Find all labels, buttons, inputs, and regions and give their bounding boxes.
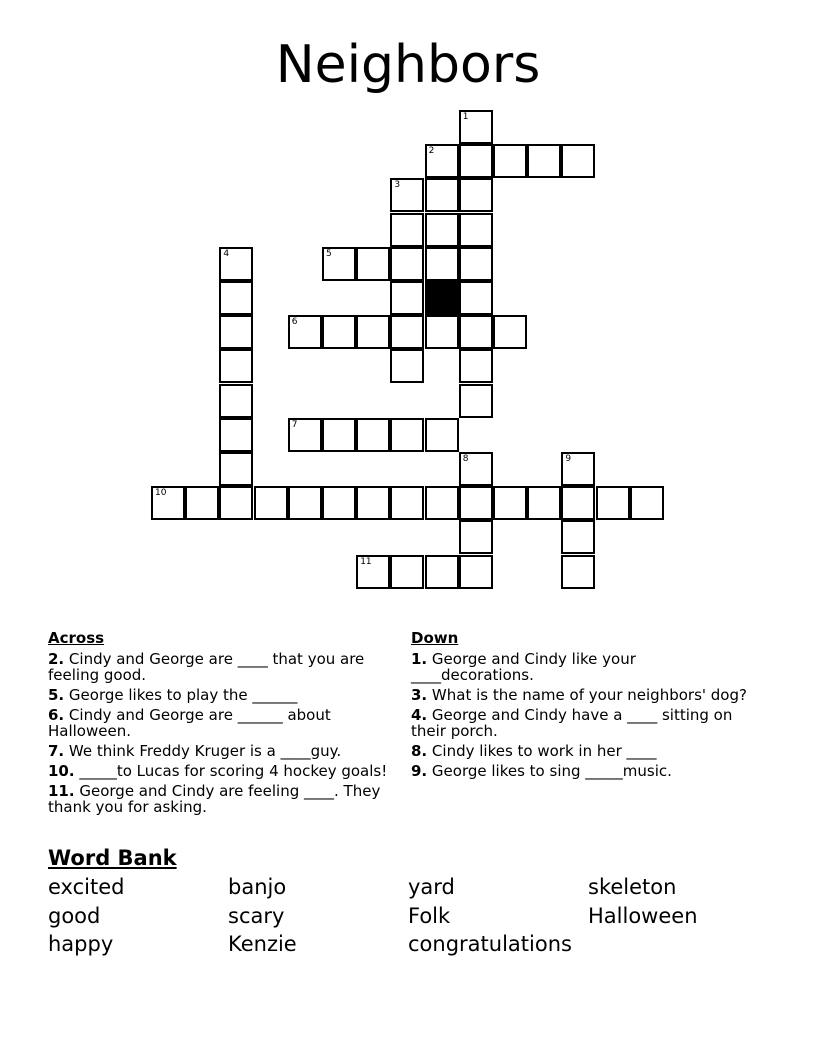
page-title: Neighbors: [275, 35, 541, 95]
crossword-cell[interactable]: [561, 452, 595, 486]
clue-down: 4. George and Cindy have a ____ sitting on their porch.: [411, 706, 733, 740]
word-bank-word: excited: [48, 875, 125, 899]
crossword-cell[interactable]: [630, 486, 664, 520]
crossword-cell[interactable]: [322, 486, 356, 520]
crossword-cell[interactable]: [390, 213, 424, 247]
clue-number: 2: [428, 146, 435, 157]
word-bank-word: yard: [408, 875, 455, 899]
clue-across: 6. Cindy and George are ______ about Halloween.: [48, 706, 331, 740]
word-bank-word: scary: [228, 904, 285, 928]
word-bank-word: Folk: [408, 904, 451, 928]
crossword-cell[interactable]: [425, 418, 459, 452]
clue-across: 2. Cindy and George are ____ that you are feeling good.: [48, 650, 365, 684]
crossword-cell[interactable]: [151, 486, 185, 520]
crossword-cell[interactable]: [288, 486, 322, 520]
crossword-cell[interactable]: [459, 247, 493, 281]
crossword-cell[interactable]: [356, 555, 390, 589]
crossword-cell[interactable]: [288, 315, 322, 349]
crossword-cell[interactable]: [356, 418, 390, 452]
clue-number: 8: [462, 454, 469, 464]
word-bank-word: Halloween: [588, 904, 698, 928]
clue-number: 3: [394, 180, 401, 191]
crossword-cell[interactable]: [390, 247, 424, 281]
clue-number: 11: [360, 556, 372, 567]
crossword-cell[interactable]: [493, 144, 527, 178]
crossword-cell[interactable]: [459, 520, 493, 554]
crossword-cell[interactable]: [390, 555, 424, 589]
clue-number: 7: [291, 419, 298, 430]
crossword-cell[interactable]: [459, 110, 493, 144]
down-clues: [411, 630, 751, 783]
crossword-cell[interactable]: [561, 486, 595, 520]
crossword-cell[interactable]: [219, 247, 253, 281]
crossword-cell[interactable]: [425, 178, 459, 212]
word-bank-word: banjo: [228, 875, 287, 899]
crossword-cell[interactable]: [219, 315, 253, 349]
crossword-cell[interactable]: [425, 247, 459, 281]
clue-down: 8. Cindy likes to work in her ____: [411, 742, 657, 760]
across-clues: [48, 630, 393, 819]
clue-across: 10. _____to Lucas for scoring 4 hockey goals!: [48, 762, 388, 780]
crossword-cell[interactable]: [356, 247, 390, 281]
crossword-cell[interactable]: [425, 315, 459, 349]
crossword-cell[interactable]: [425, 213, 459, 247]
clue-down: 1. George and Cindy like your ____decorations.: [411, 650, 636, 684]
crossword-cell[interactable]: [459, 486, 493, 520]
word-bank-word: congratulations: [408, 932, 572, 956]
crossword-cell[interactable]: [356, 486, 390, 520]
clue-number: 1: [462, 112, 469, 122]
crossword-cell[interactable]: [425, 486, 459, 520]
clue-number: 5: [326, 248, 332, 259]
crossword-cell[interactable]: [254, 486, 288, 520]
crossword-cell[interactable]: [390, 281, 424, 315]
crossword-cell[interactable]: [356, 315, 390, 349]
clue-across: 11. George and Cindy are feeling ____. They thank you for asking.: [48, 782, 381, 816]
down-heading: Down: [411, 629, 459, 647]
crossword-block-cell: [425, 281, 459, 315]
word-bank-title: Word Bank: [48, 846, 177, 870]
crossword-cell[interactable]: [527, 144, 561, 178]
crossword-cell[interactable]: [459, 452, 493, 486]
word-bank-word: good: [48, 904, 101, 928]
crossword-cell[interactable]: [561, 555, 595, 589]
crossword-cell[interactable]: [322, 247, 356, 281]
crossword-cell[interactable]: [390, 315, 424, 349]
clue-across: 7. We think Freddy Kruger is a ____guy.: [48, 742, 342, 760]
clue-number: 6: [291, 317, 298, 328]
clue-across: 5. George likes to play the ______: [48, 686, 298, 704]
crossword-cell[interactable]: [219, 281, 253, 315]
crossword-cell[interactable]: [390, 418, 424, 452]
across-heading: Across: [48, 629, 105, 647]
crossword-cell[interactable]: [390, 349, 424, 383]
word-bank-word: Kenzie: [228, 932, 297, 956]
crossword-cell[interactable]: [390, 178, 424, 212]
clue-down: 3. What is the name of your neighbors' dog?: [411, 686, 747, 704]
clue-number: 10: [155, 488, 167, 499]
crossword-cell[interactable]: [459, 178, 493, 212]
crossword-cell[interactable]: [561, 144, 595, 178]
clue-number: 4: [223, 248, 230, 259]
crossword-cell[interactable]: [459, 281, 493, 315]
clue-number: 9: [565, 454, 572, 464]
crossword-cell[interactable]: [596, 486, 630, 520]
crossword-cell[interactable]: [219, 349, 253, 383]
crossword-cell[interactable]: [288, 418, 322, 452]
crossword-cell[interactable]: [459, 349, 493, 383]
crossword-cell[interactable]: [459, 555, 493, 589]
crossword-cell[interactable]: [322, 315, 356, 349]
crossword-cell[interactable]: [185, 486, 219, 520]
crossword-cell[interactable]: [459, 144, 493, 178]
crossword-cell[interactable]: [322, 418, 356, 452]
crossword-cell[interactable]: [493, 486, 527, 520]
crossword-cell[interactable]: [390, 486, 424, 520]
crossword-cell[interactable]: [459, 315, 493, 349]
crossword-cell[interactable]: [219, 486, 253, 520]
crossword-cell[interactable]: [219, 418, 253, 452]
crossword-cell[interactable]: [219, 384, 253, 418]
crossword-cell[interactable]: [219, 452, 253, 486]
crossword-cell[interactable]: [459, 213, 493, 247]
word-bank-word: skeleton: [588, 875, 677, 899]
clue-down: 9. George likes to sing _____music.: [411, 762, 672, 780]
word-bank-word: happy: [48, 932, 114, 956]
crossword-cell[interactable]: [425, 555, 459, 589]
crossword-cell[interactable]: [561, 520, 595, 554]
crossword-cell[interactable]: [459, 384, 493, 418]
crossword-cell[interactable]: [425, 144, 459, 178]
crossword-cell[interactable]: [493, 315, 527, 349]
crossword-cell[interactable]: [527, 486, 561, 520]
